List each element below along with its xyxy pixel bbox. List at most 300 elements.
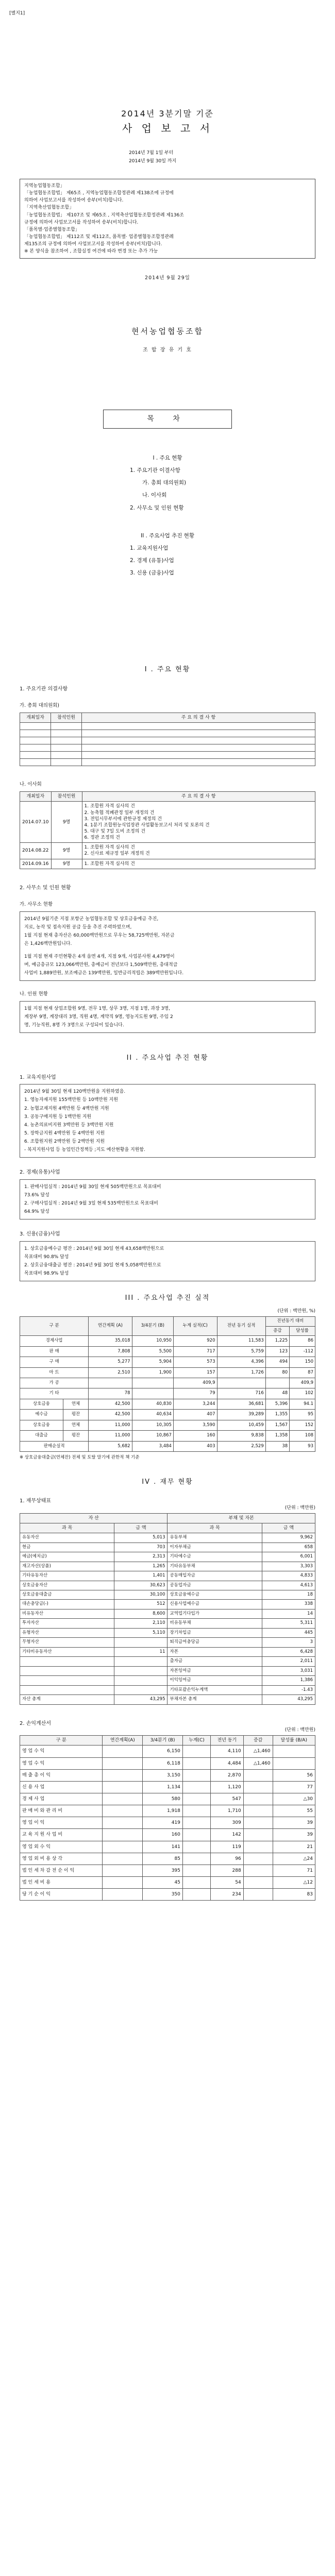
biz-value: 5,277 bbox=[89, 1357, 132, 1367]
education-line: 2014년 9월 30일 현재 120백만원을 지원하였음. bbox=[24, 1089, 126, 1095]
staff-box bbox=[20, 1001, 315, 1033]
board-attendance: 9명 bbox=[51, 843, 82, 859]
credit-line: 목표대비 90.8% 달성 bbox=[24, 1255, 69, 1260]
table-header: 주 요 의 결 사 항 bbox=[82, 792, 315, 802]
table-row bbox=[20, 1336, 315, 1346]
biz-value: 40,830 bbox=[132, 1399, 173, 1409]
asset-amount: 5,013 bbox=[114, 1533, 167, 1543]
economic-box bbox=[20, 1179, 315, 1220]
form-number: [별지1] bbox=[9, 11, 25, 16]
biz-value: 102 bbox=[290, 1388, 315, 1399]
liability-amount: 6,001 bbox=[262, 1552, 315, 1562]
is-value: 71 bbox=[273, 1865, 315, 1876]
is-value: 21 bbox=[273, 1841, 315, 1853]
table-header: 주 요 의 결 사 항 bbox=[82, 713, 315, 723]
liability-amount: 5,311 bbox=[262, 1619, 315, 1628]
notice-line: 「농업협동조합법」 제65조 , 지역농업협동조합정관례 제138조에 규정에 bbox=[24, 191, 174, 196]
board-item: 4. 1분기 조합원능식업장관 사업활동보고서 처리 및 토론의 건 bbox=[84, 822, 210, 828]
table-row bbox=[20, 1638, 315, 1647]
notice-line: 「농업협동조합법」 제107조 및 제65조 , 지역축산업협동조합정관례 제136조 bbox=[24, 212, 184, 218]
is-value: 142 bbox=[211, 1829, 244, 1841]
biz-value: 108 bbox=[290, 1431, 315, 1441]
asset-item: 상호금융자산 bbox=[20, 1581, 114, 1590]
liability-amount: 3 bbox=[262, 1638, 315, 1647]
biz-value: 5,396 bbox=[265, 1399, 289, 1409]
asset-amount: 2,313 bbox=[114, 1552, 167, 1562]
credit-line: 목표대비 98.9% 달성 bbox=[24, 1271, 69, 1277]
biz-value: 3,590 bbox=[173, 1420, 217, 1430]
biz-category: 상호금융 bbox=[20, 1399, 63, 1409]
table-row bbox=[20, 1817, 315, 1829]
is-value bbox=[243, 1781, 273, 1793]
is-value: 234 bbox=[211, 1889, 244, 1901]
asset-amount: 30,100 bbox=[114, 1590, 167, 1600]
table-row bbox=[20, 1420, 315, 1430]
asset-item bbox=[20, 1657, 114, 1666]
is-value: 83 bbox=[273, 1889, 315, 1901]
is-value bbox=[182, 1829, 210, 1841]
biz-value: 35,018 bbox=[89, 1336, 132, 1346]
is-value: 350 bbox=[143, 1889, 183, 1901]
asset-amount: 703 bbox=[114, 1543, 167, 1552]
asset-amount: 512 bbox=[114, 1600, 167, 1609]
is-value bbox=[182, 1817, 210, 1829]
table-row bbox=[20, 1829, 315, 1841]
staff-title: 나. 인원 현황 bbox=[20, 991, 48, 997]
liability-item: 퇴직급여충당금 bbox=[167, 1638, 262, 1647]
liability-amount: -1.43 bbox=[262, 1685, 315, 1694]
office-line: 사업비 1,889만원, 보조예금은 139백만원, 일반금리적립은 389백만원입니다. bbox=[24, 970, 184, 976]
biz-value: 93 bbox=[290, 1441, 315, 1451]
is-value: 1,710 bbox=[211, 1805, 244, 1817]
is-value: 4,484 bbox=[211, 1757, 244, 1769]
is-value bbox=[243, 1817, 273, 1829]
is-item: 경 제 사 업 bbox=[20, 1793, 103, 1805]
report-title-period: 2014년 3분기말 기준 bbox=[121, 109, 214, 119]
biz-value: 42,500 bbox=[89, 1410, 132, 1420]
is-value bbox=[182, 1876, 210, 1888]
asset-amount bbox=[114, 1685, 167, 1694]
is-value bbox=[103, 1876, 143, 1888]
biz-value: 11,583 bbox=[217, 1336, 265, 1346]
liability-item: 기타유동부채 bbox=[167, 1562, 262, 1571]
table-row bbox=[20, 1399, 315, 1409]
table-header: 연간계획 (A) bbox=[89, 1317, 132, 1336]
is-value: △24 bbox=[273, 1853, 315, 1865]
biz-value: 80 bbox=[265, 1367, 289, 1378]
asset-item: 재고자산(상품) bbox=[20, 1562, 114, 1571]
asset-amount: 8,600 bbox=[114, 1609, 167, 1618]
table-row bbox=[20, 843, 315, 859]
report-title bbox=[20, 108, 315, 135]
board-items bbox=[82, 843, 315, 859]
board-item: 1. 조합원 자격 심사의 건 bbox=[84, 861, 135, 867]
is-value bbox=[103, 1853, 143, 1865]
table-row bbox=[20, 1685, 315, 1694]
biz-value: 4,396 bbox=[217, 1357, 265, 1367]
table-header: 누계(C) bbox=[182, 1736, 210, 1745]
table-row bbox=[20, 1853, 315, 1865]
subsection-title-balance-sheet: 1. 재무상태표 bbox=[20, 1498, 52, 1504]
biz-category: 대출금 bbox=[20, 1431, 63, 1441]
biz-value: 3,244 bbox=[173, 1399, 217, 1409]
asset-item: 예금(예치금) bbox=[20, 1552, 114, 1562]
is-value bbox=[182, 1793, 210, 1805]
liability-amount: 338 bbox=[262, 1600, 315, 1609]
biz-value: 10,950 bbox=[132, 1336, 173, 1346]
toc-major-item: II . 주요사업 추진 현황 bbox=[140, 532, 195, 539]
education-line: 6. 조합원지원 2백만원 등 2백만원 지원 bbox=[24, 1139, 105, 1145]
is-value bbox=[243, 1865, 273, 1876]
asset-item: 현금 bbox=[20, 1543, 114, 1552]
biz-value: 11,000 bbox=[89, 1431, 132, 1441]
biz-value: 160 bbox=[173, 1431, 217, 1441]
table-row bbox=[20, 1600, 315, 1609]
biz-value: 48 bbox=[265, 1388, 289, 1399]
is-value: 4,110 bbox=[211, 1745, 244, 1757]
table-row bbox=[20, 1781, 315, 1793]
liability-amount: 445 bbox=[262, 1628, 315, 1637]
is-item: 신 용 사 업 bbox=[20, 1781, 103, 1793]
liability-item: 장기차입금 bbox=[167, 1628, 262, 1637]
is-value: 39 bbox=[273, 1829, 315, 1841]
is-value: 45 bbox=[143, 1876, 183, 1888]
is-value bbox=[103, 1805, 143, 1817]
liability-item: 공동매입자금 bbox=[167, 1571, 262, 1581]
biz-value: 95 bbox=[290, 1410, 315, 1420]
table-row bbox=[20, 1552, 315, 1562]
biz-value: 7,808 bbox=[89, 1346, 132, 1357]
is-value bbox=[243, 1793, 273, 1805]
biz-category: 예수금 bbox=[20, 1410, 63, 1420]
liability-amount: 6,428 bbox=[262, 1647, 315, 1656]
table-row bbox=[20, 1571, 315, 1581]
asset-item: 대손충당금(-) bbox=[20, 1600, 114, 1609]
is-value: 56 bbox=[273, 1769, 315, 1781]
table-row bbox=[20, 1609, 315, 1618]
is-value bbox=[243, 1829, 273, 1841]
table-row bbox=[20, 1793, 315, 1805]
biz-value: 409,9 bbox=[290, 1378, 315, 1388]
table-header: 과 목 bbox=[167, 1523, 262, 1533]
office-line: 은 1,426백만원입니다. bbox=[24, 941, 72, 947]
asset-amount bbox=[114, 1676, 167, 1685]
board-items bbox=[82, 802, 315, 843]
staff-line: 1월 지점 현재 상업조합원 9명, 전무 1명, 상무 3명, 지점 1명, 과장 3명, bbox=[24, 1006, 170, 1011]
biz-value: 1,567 bbox=[265, 1420, 289, 1430]
table-row bbox=[20, 1410, 315, 1420]
board-attendance: 9명 bbox=[51, 802, 82, 843]
biz-value: 5,500 bbox=[132, 1346, 173, 1357]
business-results-table bbox=[20, 1316, 315, 1452]
liability-item: 이익잉여금 bbox=[167, 1676, 262, 1685]
education-line: 4. 농촌의료비지원 3백만원 등 3백만원 지원 bbox=[24, 1122, 114, 1128]
biz-value: 123 bbox=[265, 1346, 289, 1357]
asset-item bbox=[20, 1666, 114, 1675]
subsection-title-economic: 2. 경제(유통)사업 bbox=[20, 1170, 60, 1176]
table-row bbox=[20, 1388, 315, 1399]
biz-value: 1,355 bbox=[265, 1410, 289, 1420]
education-box bbox=[20, 1084, 315, 1158]
notice-line: 「지역축산업협동조합」 bbox=[24, 205, 74, 211]
staff-line: 명, 기능직원, 8명 가 3명으로 구성되어 있습니다. bbox=[24, 1023, 124, 1028]
is-value: 119 bbox=[211, 1841, 244, 1853]
biz-category: 기 타 bbox=[20, 1388, 89, 1399]
biz-value: 494 bbox=[265, 1357, 289, 1367]
table-row bbox=[20, 1562, 315, 1571]
is-value: 1,120 bbox=[211, 1781, 244, 1793]
is-value bbox=[182, 1865, 210, 1876]
table-row bbox=[20, 1657, 315, 1666]
table-header: 개최일자 bbox=[20, 713, 51, 723]
table-row bbox=[20, 1543, 315, 1552]
is-value: 288 bbox=[211, 1865, 244, 1876]
is-value: 77 bbox=[273, 1781, 315, 1793]
legal-notice-box bbox=[20, 179, 315, 259]
economic-line: 1. 판매사업실적 : 2014년 9월 30일 현재 505백만원으로 목표대비 bbox=[24, 1184, 161, 1190]
liability-item: 이자부채금 bbox=[167, 1543, 262, 1552]
liability-item: 교역업기다입가 bbox=[167, 1609, 262, 1618]
board-item: 3. 전임시무부서에 관한규정 제정의 건 bbox=[84, 816, 162, 822]
education-line: 2. 농협교재지원 4백만원 등 4백만원 지원 bbox=[24, 1106, 109, 1111]
office-box bbox=[20, 911, 315, 981]
toc-minor-item: 3. 신용 (금융)사업 bbox=[130, 570, 174, 577]
is-value bbox=[182, 1853, 210, 1865]
asset-amount: 1,401 bbox=[114, 1571, 167, 1581]
table-header: 금 액 bbox=[114, 1523, 167, 1533]
asset-item: 기타유동자산 bbox=[20, 1571, 114, 1581]
table-header: 달성률 (B/A) bbox=[273, 1736, 315, 1745]
is-item: 매 출 총 이 익 bbox=[20, 1769, 103, 1781]
table-header: 연간계획(A) bbox=[103, 1736, 143, 1745]
is-value bbox=[103, 1781, 143, 1793]
section-title-business: II . 주요사업 추진 현황 bbox=[126, 1054, 209, 1062]
table-row bbox=[20, 1647, 315, 1656]
biz-subcategory: 평잔 bbox=[63, 1431, 88, 1441]
toc-minor-item: 1. 교육지원사업 bbox=[130, 545, 169, 551]
asset-amount: 30,623 bbox=[114, 1581, 167, 1590]
board-table bbox=[20, 791, 315, 869]
biz-value: 9,838 bbox=[217, 1431, 265, 1441]
board-date: 2014.09.16 bbox=[20, 859, 52, 869]
is-item: 영 업 수 익 bbox=[20, 1745, 103, 1757]
biz-value: 40,634 bbox=[132, 1410, 173, 1420]
office-line: 며, 예금총규모 123,066백만원, 총예금이 전년보다 1,509백만원, 총대적급 bbox=[24, 962, 178, 968]
is-item: 당 기 순 이 익 bbox=[20, 1889, 103, 1901]
biz-value bbox=[217, 1378, 265, 1388]
liability-amount: 2,011 bbox=[262, 1657, 315, 1666]
toc-minor-item: 2. 사무소 및 인원 현황 bbox=[130, 504, 184, 511]
table-row bbox=[20, 1628, 315, 1637]
office-line: 1월 지점 현재 총자산은 60,000백만원으로 무우는 58,725백만원, 자본금 bbox=[24, 933, 175, 939]
is-item: 영 업 외 비 용 상 각 bbox=[20, 1853, 103, 1865]
is-value bbox=[273, 1757, 315, 1769]
is-value bbox=[103, 1829, 143, 1841]
table-header: 전년 동기 실적 bbox=[217, 1317, 265, 1336]
is-value bbox=[103, 1889, 143, 1901]
is-value: 419 bbox=[143, 1817, 183, 1829]
office-line: 2014년 9월기준 지점 포항군 농업협동조합 및 상호금융예금 추진, bbox=[24, 916, 159, 922]
asset-item: 상호금융대출금 bbox=[20, 1590, 114, 1600]
notice-line: ※ 본 양식을 참조하여 , 조합실정 여건에 따라 변경 또는 추가 가능 bbox=[24, 249, 158, 255]
table-row bbox=[20, 1581, 315, 1590]
liability-item: 비유동부채 bbox=[167, 1619, 262, 1628]
is-item: 교 육 지 원 사 업 비 bbox=[20, 1829, 103, 1841]
biz-value bbox=[265, 1378, 289, 1388]
table-row bbox=[20, 1666, 315, 1675]
table-header: 자 산 bbox=[20, 1513, 167, 1523]
submit-date: 2014년 9월 29일 bbox=[145, 275, 190, 281]
table-header: 3/4분기 (B) bbox=[132, 1317, 173, 1336]
board-item: 1. 조합원 자격 심사의 건 bbox=[84, 804, 135, 809]
is-value: 395 bbox=[143, 1865, 183, 1876]
biz-value: 2,529 bbox=[217, 1441, 265, 1451]
table-row bbox=[20, 1769, 315, 1781]
biz-value: 36,681 bbox=[217, 1399, 265, 1409]
biz-value: 42,500 bbox=[89, 1399, 132, 1409]
biz-category: 판매순실적 bbox=[20, 1441, 89, 1451]
asset-amount bbox=[114, 1657, 167, 1666]
biz-value: 10,459 bbox=[217, 1420, 265, 1430]
table-header: 진년동기 대비 bbox=[265, 1317, 315, 1326]
is-value bbox=[243, 1889, 273, 1901]
is-value: △12 bbox=[273, 1876, 315, 1888]
asset-item: 비유동자산 bbox=[20, 1609, 114, 1618]
liability-amount: 18 bbox=[262, 1590, 315, 1600]
board-item: 2. 농축협 적폐관정 일부 개정의 건 bbox=[84, 810, 155, 816]
biz-value: 39,289 bbox=[217, 1410, 265, 1420]
biz-value: 407 bbox=[173, 1410, 217, 1420]
is-value bbox=[103, 1817, 143, 1829]
liability-amount: 4,833 bbox=[262, 1571, 315, 1581]
biz-value: 86 bbox=[290, 1336, 315, 1346]
toc-major-item: I . 주요 현황 bbox=[153, 454, 182, 461]
table-row bbox=[20, 1441, 315, 1451]
biz-value: 1,225 bbox=[265, 1336, 289, 1346]
subsection-title-office: 2. 사무소 및 인원 현황 bbox=[20, 885, 71, 891]
biz-subcategory: 연체 bbox=[63, 1420, 88, 1430]
report-title-main: 사 업 보 고 서 bbox=[122, 122, 213, 134]
table-row bbox=[20, 1757, 315, 1769]
organization-name: 현서농업협동조합 bbox=[131, 327, 204, 336]
liability-item: 상호금융예수금 bbox=[167, 1590, 262, 1600]
is-value: 6,118 bbox=[143, 1757, 183, 1769]
table-row bbox=[20, 1876, 315, 1888]
is-value bbox=[182, 1841, 210, 1853]
is-value bbox=[182, 1805, 210, 1817]
biz-value: 717 bbox=[173, 1346, 217, 1357]
business-note: ※ 상호금융대출금(연체잔) 전체 및 토탈 말기에 관한적 책 기준 bbox=[20, 1455, 140, 1461]
subsection-title-resolutions: 1. 주요기관 의결사항 bbox=[20, 686, 68, 692]
biz-value: 10,305 bbox=[132, 1420, 173, 1430]
is-value: 85 bbox=[143, 1853, 183, 1865]
toc-minor-item: 2. 경제 (유통)사업 bbox=[130, 557, 174, 564]
table-header: 참석인원 bbox=[51, 713, 82, 723]
liability-item: 유동부채 bbox=[167, 1533, 262, 1543]
biz-category: 가 공 bbox=[20, 1378, 89, 1388]
table-header: 개최일자 bbox=[20, 792, 52, 802]
biz-value bbox=[132, 1378, 173, 1388]
toc-sub-item: 나. 이사회 bbox=[142, 492, 167, 499]
staff-line: 계장부 9명, 계장대리 3명, 직원 4명, 계약직 9명, 영농지도원 9명, 주임 2 bbox=[24, 1014, 173, 1020]
board-item: 1. 조합원 자격 심사의 건 bbox=[84, 845, 135, 851]
is-value bbox=[103, 1769, 143, 1781]
credit-line: 1. 상호금융예수금 평잔 : 2014년 9월 30일 현재 43,658백만원으로 bbox=[24, 1246, 164, 1251]
economic-line: 73.6% 달성 bbox=[24, 1192, 49, 1198]
table-row bbox=[20, 1889, 315, 1901]
biz-value: 1,358 bbox=[265, 1431, 289, 1441]
toc-minor-item: 1. 주요기관 이결사항 bbox=[130, 467, 180, 474]
board-title: 나. 이사회 bbox=[20, 782, 42, 788]
is-value: 1,918 bbox=[143, 1805, 183, 1817]
biz-value: 403 bbox=[173, 1441, 217, 1451]
biz-value: 920 bbox=[173, 1336, 217, 1346]
table-header: 증감 bbox=[243, 1736, 273, 1745]
biz-value: 150 bbox=[290, 1357, 315, 1367]
liability-item: 자본잉여금 bbox=[167, 1666, 262, 1675]
section-title-financial: IV . 재무 현황 bbox=[142, 1478, 193, 1486]
unit-caption: (단위 : 백만원) bbox=[284, 1727, 315, 1733]
liability-amount: 1,386 bbox=[262, 1676, 315, 1685]
biz-subcategory: 연체 bbox=[63, 1399, 88, 1409]
is-item: 법 인 세 차 감 전 순 이 익 bbox=[20, 1865, 103, 1876]
table-row bbox=[20, 1676, 315, 1685]
table-header: 달성률 bbox=[290, 1326, 315, 1335]
table-row bbox=[20, 1346, 315, 1357]
is-value bbox=[103, 1865, 143, 1876]
education-line: - 복지지원사업 등 농업인간정책등 ;지도 예산현황을 지원함. bbox=[24, 1147, 145, 1153]
biz-value: 87 bbox=[290, 1367, 315, 1378]
table-row bbox=[20, 1841, 315, 1853]
biz-value: 3,484 bbox=[132, 1441, 173, 1451]
board-attendance: 9명 bbox=[51, 859, 82, 869]
asset-item: 유형자산 bbox=[20, 1628, 114, 1637]
biz-category: 구 매 bbox=[20, 1357, 89, 1367]
biz-value: 5,904 bbox=[132, 1357, 173, 1367]
table-row bbox=[20, 1745, 315, 1757]
credit-line: 2. 상호금융대출금 평잔 : 2014년 9월 30일 현재 5,058백만원으로 bbox=[24, 1263, 161, 1268]
notice-line: 제135조의 규정에 의하여 사업보고서를 작성하여 송부(비치)합니다. bbox=[24, 242, 162, 247]
table-header: 구 분 bbox=[20, 1317, 89, 1336]
biz-value: 79 bbox=[173, 1388, 217, 1399]
is-value bbox=[243, 1841, 273, 1853]
biz-value: 5,682 bbox=[89, 1441, 132, 1451]
economic-line: 2. 구매사업실적 : 2014년 9월 3일 현재 535백만원으로 목표대비 bbox=[24, 1201, 158, 1207]
asset-item: 무형자산 bbox=[20, 1638, 114, 1647]
biz-value: 10,867 bbox=[132, 1431, 173, 1441]
is-value bbox=[182, 1745, 210, 1757]
is-value: 55 bbox=[273, 1805, 315, 1817]
income-statement-table bbox=[20, 1735, 315, 1901]
balance-sheet-table bbox=[20, 1513, 315, 1705]
unit-caption: (단위 : 백만원) bbox=[284, 1505, 315, 1511]
biz-category: 상호금융 bbox=[20, 1420, 63, 1430]
is-value: △30 bbox=[273, 1793, 315, 1805]
biz-value: 409,9 bbox=[173, 1378, 217, 1388]
is-value: 547 bbox=[211, 1793, 244, 1805]
biz-value: 5,759 bbox=[217, 1346, 265, 1357]
toc-heading: 목 차 bbox=[103, 410, 232, 429]
biz-value bbox=[132, 1388, 173, 1399]
table-header: 금 액 bbox=[262, 1523, 315, 1533]
period-to: 2014년 9월 30일 까지 bbox=[129, 158, 177, 164]
table-row bbox=[20, 859, 315, 869]
board-date: 2014.07.10 bbox=[20, 802, 52, 843]
is-value bbox=[103, 1793, 143, 1805]
table-row bbox=[20, 1695, 315, 1704]
table-row bbox=[20, 1865, 315, 1876]
is-item: 판 매 비 와 관 리 비 bbox=[20, 1805, 103, 1817]
